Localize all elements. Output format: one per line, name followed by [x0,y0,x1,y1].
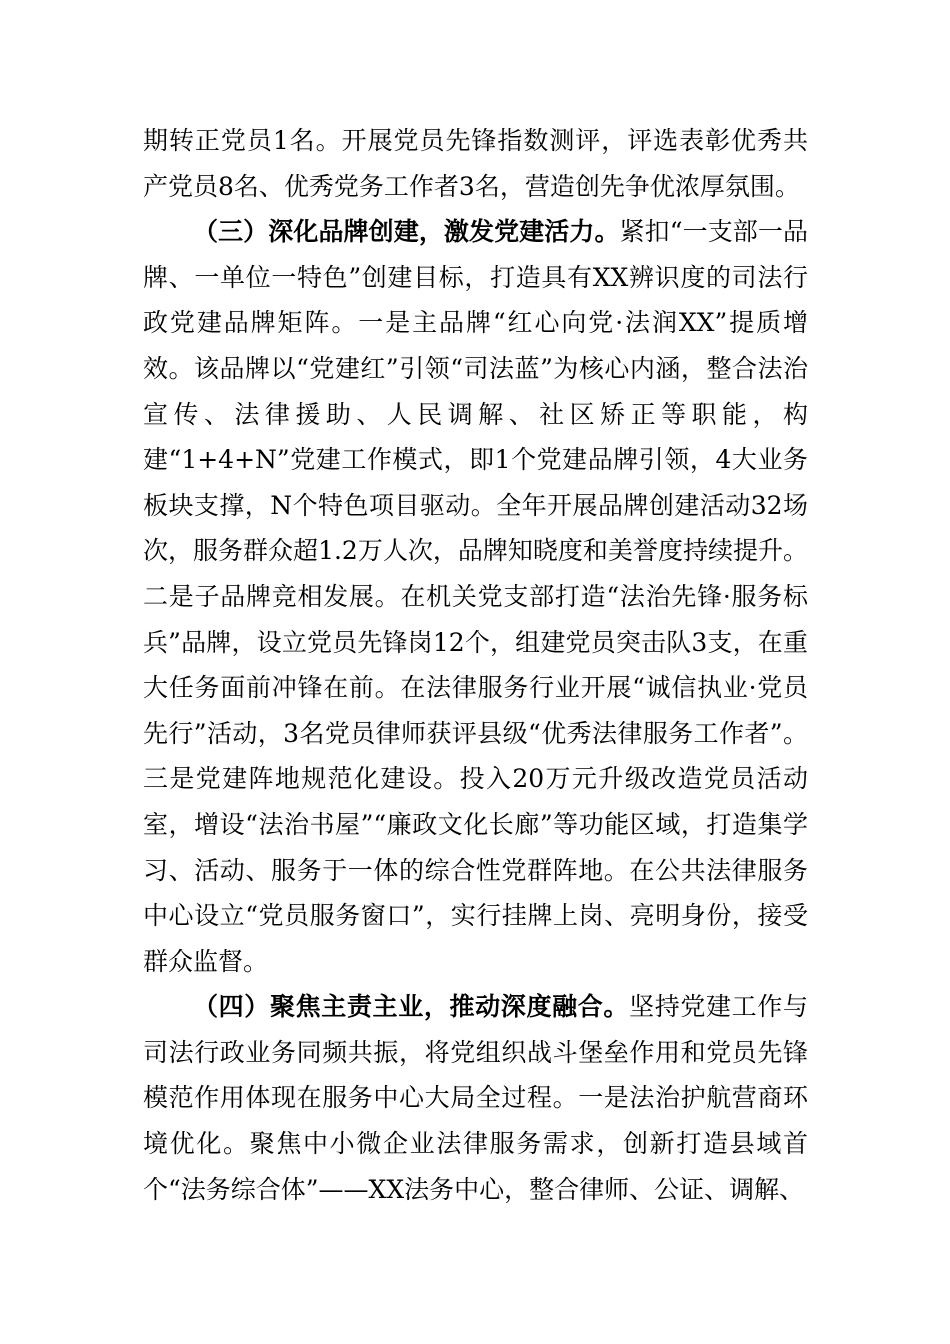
section-heading: （四）聚焦主责主业，推动深度融合。 [193,992,630,1022]
paragraph-section-four [143,984,808,1212]
paragraph-text: 紧扣“一支部一品牌、一单位一特色”创建目标，打造具有XX辨识度的司法行政党建品牌矩阵。一是主品牌“红心向党·法润XX”提质增效。该品牌以“党建红”引领“司法蓝”为核心内涵，整合法治宣传、法律援助、人民调解、社区矫正等职能，构建“1+4+N”党建工作模式，即1个党建品牌引领，4大业务板块支撑，N个特色项目驱动。全年开展品牌创建活动32场次，服务群众超1.2万人次，品牌知晓度和美誉度持续提升。二是子品牌竞相发展。在机关党支部打造“法治先锋·服务标兵”品牌，设立党员先锋岗12个，组建党员突击队3支，在重大任务面前冲锋在前。在法律服务行业开展“诚信执业·党员先行”活动，3名党员律师获评县级“优秀法律服务工作者”。三是党建阵地规范化建设。投入20万元升级改造党员活动室，增设“法治书屋”“廉政文化长廊”等功能区域，打造集学习、活动、服务于一体的综合性党群阵地。在公共法律服务中心设立“党员服务窗口”，实行挂牌上岗、亮明身份，接受群众监督。 [143,217,808,976]
section-heading: （三）深化品牌创建，激发党建活力。 [193,217,620,247]
paragraph-text: 期转正党员1名。开展党员先锋指数测评，评选表彰优秀共产党员8名、优秀党务工作者3名，营造创先争优浓厚氛围。 [143,126,808,201]
paragraph-continuation [143,118,808,209]
paragraph-text: 坚持党建工作与司法行政业务同频共振，将党组织战斗堡垒作用和党员先锋模范作用体现在服务中心大局全过程。一是法治护航营商环境优化。聚焦中小微企业法律服务需求，创新打造县域首个“法务综合体”——XX法务中心，整合律师、公证、调解、 [143,992,808,1204]
paragraph-section-three [143,209,808,984]
body-text [143,118,808,1212]
